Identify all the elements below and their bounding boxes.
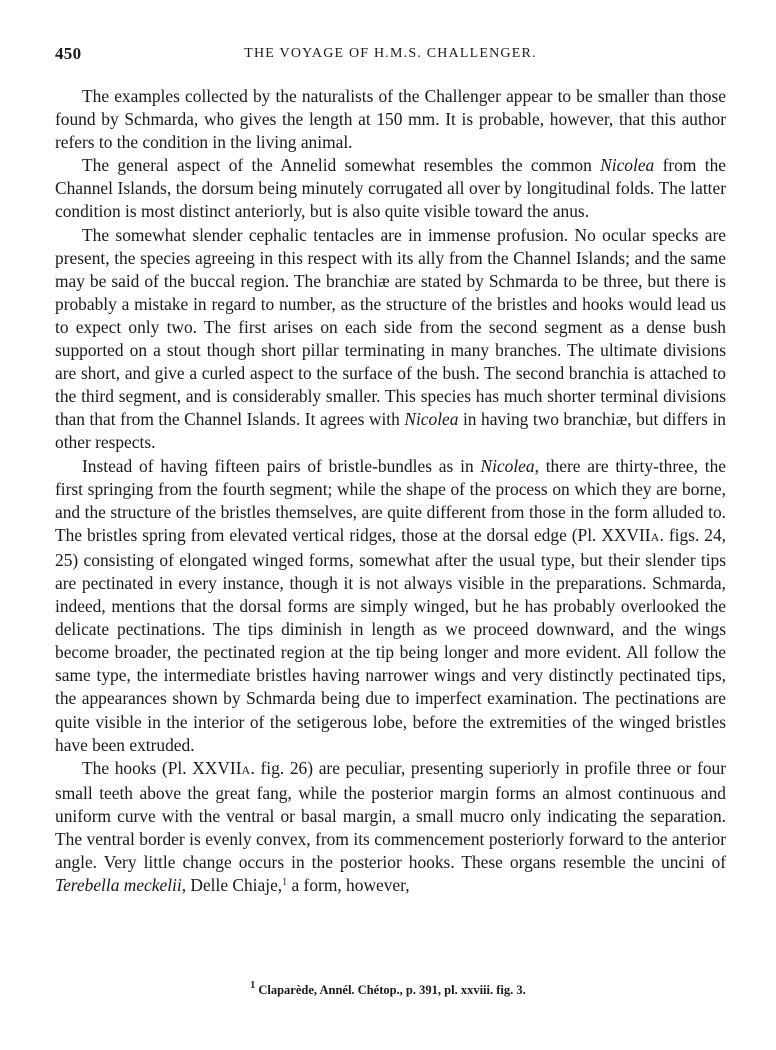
running-title: THE VOYAGE OF H.M.S. CHALLENGER. — [244, 46, 537, 61]
plate-suffix: A — [650, 529, 660, 544]
paragraph-specimen-size: The examples collected by the naturalists of the Challenger appear to be smaller than those found by Schmarda, who gives the length at 150 mm. It is probable, however, that this author refers to the condition in the living animal. — [55, 86, 726, 153]
paragraph-hooks: The hooks (Pl. XXVIIA. fig. 26) are peculiar, presenting superiorly in profile three or four small teeth above the great fang, while the posterior margin forms an almost continuous and uniform curve with the ventral or basal margin, a small mucro only indicating the separation. The ventral border is evenly convex, from its commencement posteriorly forward to the anterior angle. Very little change occurs in the posterior hooks. These organs resemble the uncini of Terebella meckelii, Delle Chiaje,$^1$ a form, however, — [55, 757, 726, 896]
taxon-name: Nicolea — [600, 155, 655, 176]
footnote-reference: 1 — [282, 877, 288, 889]
footnote-marker: 1 — [250, 980, 256, 991]
footnote — [0, 980, 776, 998]
body-text — [55, 85, 726, 897]
running-header — [55, 44, 726, 68]
footnote-text: Claparède, Annél. Chétop., p. 391, pl. xxviii. fig. 3. — [255, 983, 526, 997]
page-number: 450 — [55, 44, 82, 63]
plate-suffix: A — [241, 762, 251, 777]
paragraph-tentacles-branchiae: The somewhat slender cephalic tentacles are in immense profusion. No ocular specks are present, the species agreeing in this respect with its ally from the Channel Islands; and the same may be said of the buccal region. The branchiæ are stated by Schmarda to be three, but there is probably a mistake in regard to number, as the structure of the bristles and hooks would lead us to expect only two. The first arises on each side from the second segment as a dense bush supported on a stout though short pillar terminating in many branches. The ultimate divisions are short, and give a curled aspect to the surface of the bush. The second branchia is attached to the third segment, and is considerably smaller. This species has much shorter terminal divisions than that from the Channel Islands. It agrees with Nicolea in having two branchiæ, but differs in other respects. — [55, 224, 726, 453]
taxon-name: Nicolea — [480, 455, 535, 476]
paragraph-general-aspect: The general aspect of the Annelid somewhat resembles the common Nicolea from the Channel Islands, the dorsum being minutely corrugated all over by longitudinal folds. The latter condition is most distinct anteriorly, but is also quite visible toward the anus. — [55, 155, 727, 222]
taxon-name: Nicolea — [404, 409, 459, 430]
paragraph-bristles: Instead of having fifteen pairs of bristle-bundles as in Nicolea, there are thirty-three, the first springing from the fourth segment; while the shape of the process on which they are borne, and the structure of the bristles themselves, are quite different from those in the form alluded to. The bristles spring from elevated vertical ridges, those at the dorsal edge (Pl. XXVIIA. figs. 24, 25) consisting of elongated winged forms, somewhat after the usual type, but their slender tips are pectinated in every instance, though it is not always visible in the preparations. Schmarda, indeed, mentions that the dorsal forms are simply winged, but he has probably overlooked the delicate pectinations. The tips diminish in length as we proceed downward, and the wings become broader, the pectinated region at the tip being longer and more evident. All follow the same type, the intermediate bristles having narrower wings and very distinctly pectinated tips, the appearances shown by Schmarda being due to imperfect examination. The pectinations are quite visible in the interior of the setigerous lobe, before the extremities of the winged bristles have been extruded. — [55, 455, 726, 755]
taxon-name: Terebella meckelii — [55, 875, 182, 896]
